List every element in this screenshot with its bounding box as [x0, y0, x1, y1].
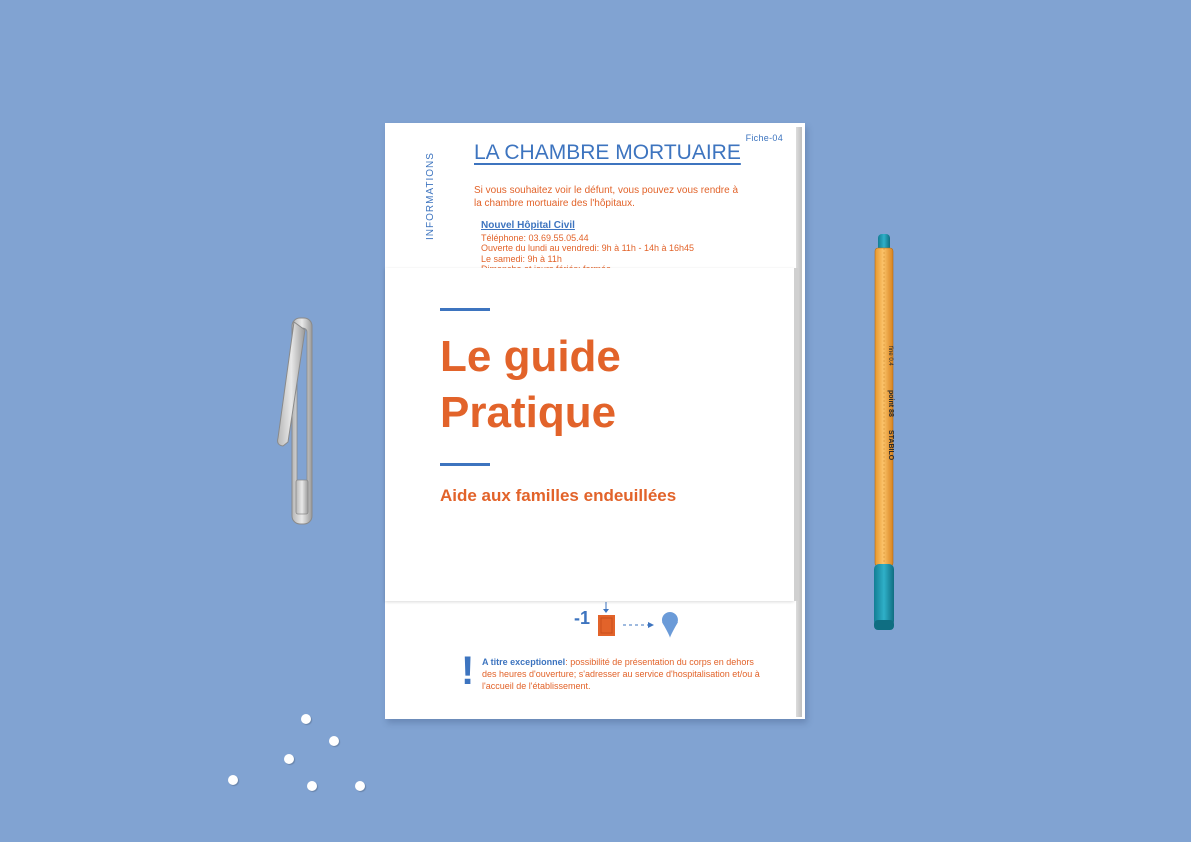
notice-body: possibilité de présentation du corps en dehors des heures d'ouverture; s'adresser au service d'hospitalisation et/ou à l'accueil de l'établissement. — [482, 657, 760, 691]
sheet-title: LA CHAMBRE MORTUAIRE — [474, 141, 741, 164]
bottom-divider — [440, 463, 490, 466]
floor-label: -1 — [574, 608, 591, 628]
hospital-hours-saturday: Le samedi: 9h à 11h — [481, 254, 562, 264]
guide-title-line2: Pratique — [440, 388, 617, 437]
guide-subtitle: Aide aux familles endeuillées — [440, 486, 677, 505]
pill — [301, 714, 311, 724]
top-divider — [440, 308, 490, 311]
hospital-name: Nouvel Hôpital Civil — [481, 220, 575, 231]
fiche-label: Fiche-04 — [745, 133, 783, 143]
pill — [228, 775, 238, 785]
pill — [284, 754, 294, 764]
side-label: INFORMATIONS — [425, 152, 436, 240]
down-arrowhead-icon — [603, 609, 609, 613]
binder-clip-icon — [270, 310, 330, 530]
pill — [355, 781, 365, 791]
pill — [329, 736, 339, 746]
notice-text: A titre exceptionnel: possibilité de présentation du corps en dehors des heures d'ouverture; s'adresser au service d'hospitalisation et/ou à l'accueil de l'établissement. — [482, 657, 760, 691]
guide-title-line1: Le guide — [440, 332, 621, 381]
hospital-phone: Téléphone: 03.69.55.05.44 — [481, 233, 589, 243]
pen-model: point 88 — [887, 390, 894, 417]
pen-brand: STABILO — [887, 430, 894, 461]
pill — [307, 781, 317, 791]
sheet-intro: Si vous souhaitez voir le défunt, vous pouvez vous rendre à la chambre mortuaire des l'hôpitaux. — [474, 185, 739, 209]
exclamation-icon: ! — [461, 649, 475, 693]
hospital-hours-week: Ouverte du lundi au vendredi: 9h à 11h - 14h à 16h45 — [481, 243, 694, 253]
pen-tip: fine 0.4 — [887, 346, 893, 366]
pen-icon — [862, 230, 908, 640]
card-edge — [794, 268, 798, 601]
guide-card — [385, 268, 794, 601]
direction-diagram — [590, 600, 680, 640]
notice-label: A titre exceptionnel — [482, 657, 566, 667]
